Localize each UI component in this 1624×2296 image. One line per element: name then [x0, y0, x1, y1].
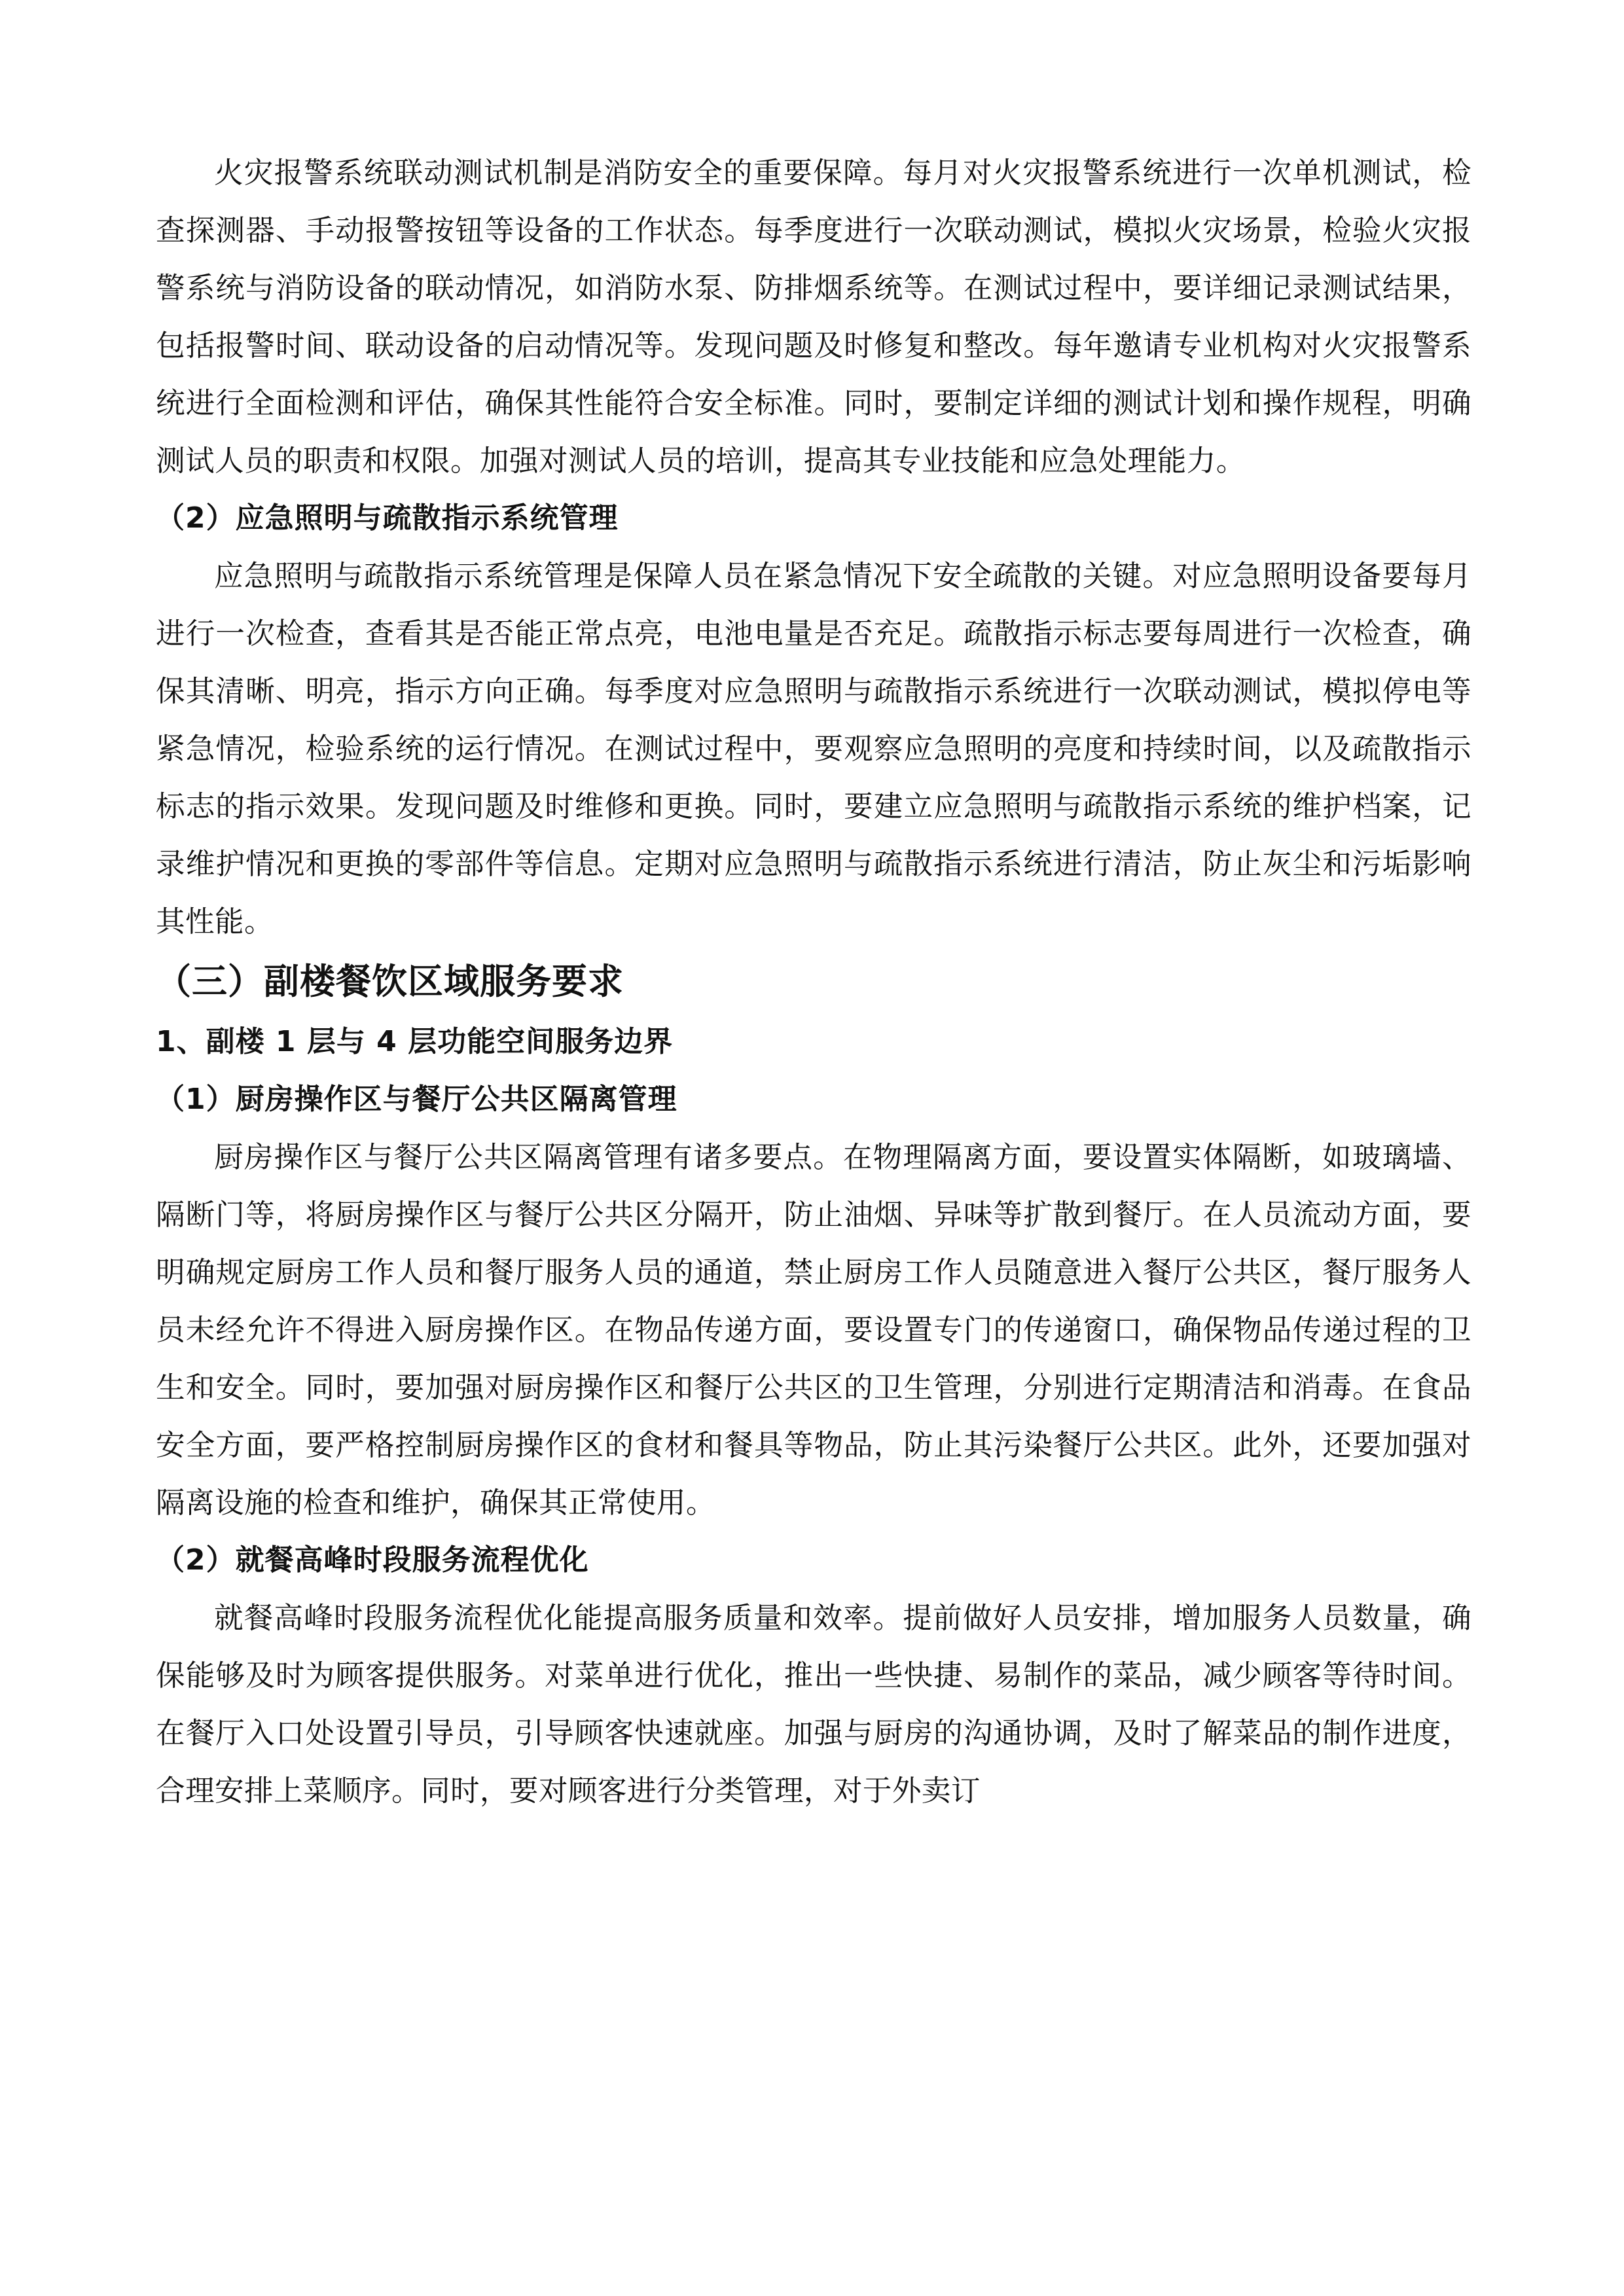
subheading-kitchen-isolation: （1）厨房操作区与餐厅公共区隔离管理 — [156, 1083, 677, 1116]
paragraph-kitchen-isolation: 厨房操作区与餐厅公共区隔离管理有诸多要点。在物理隔离方面，要设置实体隔断，如玻璃墙、隔断门等，将厨房操作区与餐厅公共区分隔开，防止油烟、异味等扩散到餐厅。在人员流动方面，要明确规定厨房工作人员和餐厅服务人员的通道，禁止厨房工作人员随意进入餐厅公共区，餐厅服务人员未经允许不得进入厨房操作区。在物品传递方面，要设置专门的传递窗口，确保物品传递过程的卫生和安全。同时，要加强对厨房操作区和餐厅公共区的卫生管理，分别进行定期清洁和消毒。在食品安全方面，要严格控制厨房操作区的食材和餐具等物品，防止其污染餐厅公共区。此外，还要加强对隔离设施的检查和维护，确保其正常使用。 — [156, 1140, 1471, 1520]
document-body — [156, 144, 1471, 1820]
paragraph-emergency-lighting: 应急照明与疏散指示系统管理是保障人员在紧急情况下安全疏散的关键。对应急照明设备要每月进行一次检查，查看其是否能正常点亮，电池电量是否充足。疏散指示标志要每周进行一次检查，确保其清晰、明亮，指示方向正确。每季度对应急照明与疏散指示系统进行一次联动测试，模拟停电等紧急情况，检验系统的运行情况。在测试过程中，要观察应急照明的亮度和持续时间，以及疏散指示标志的指示效果。发现问题及时维修和更换。同时，要建立应急照明与疏散指示系统的维护档案，记录维护情况和更换的零部件等信息。定期对应急照明与疏散指示系统进行清洁，防止灰尘和污垢影响其性能。 — [156, 559, 1471, 939]
subheading-floor-boundary: 1、副楼 1 层与 4 层功能空间服务边界 — [156, 1025, 674, 1058]
section-heading-catering: （三）副楼餐饮区域服务要求 — [156, 961, 624, 1002]
paragraph-fire-alarm-testing: 火灾报警系统联动测试机制是消防安全的重要保障。每月对火灾报警系统进行一次单机测试，检查探测器、手动报警按钮等设备的工作状态。每季度进行一次联动测试，模拟火灾场景，检验火灾报警系统与消防设备的联动情况，如消防水泵、防排烟系统等。在测试过程中，要详细记录测试结果，包括报警时间、联动设备的启动情况等。发现问题及时修复和整改。每年邀请专业机构对火灾报警系统进行全面检测和评估，确保其性能符合安全标准。同时，要制定详细的测试计划和操作规程，明确测试人员的职责和权限。加强对测试人员的培训，提高其专业技能和应急处理能力。 — [156, 156, 1471, 478]
subheading-emergency-lighting: （2）应急照明与疏散指示系统管理 — [156, 501, 619, 535]
subheading-peak-service: （2）就餐高峰时段服务流程优化 — [156, 1543, 589, 1577]
paragraph-peak-service: 就餐高峰时段服务流程优化能提高服务质量和效率。提前做好人员安排，增加服务人员数量，确保能够及时为顾客提供服务。对菜单进行优化，推出一些快捷、易制作的菜品，减少顾客等待时间。在餐厅入口处设置引导员，引导顾客快速就座。加强与厨房的沟通协调，及时了解菜品的制作进度，合理安排上菜顺序。同时，要对顾客进行分类管理，对于外卖订 — [156, 1601, 1471, 1808]
